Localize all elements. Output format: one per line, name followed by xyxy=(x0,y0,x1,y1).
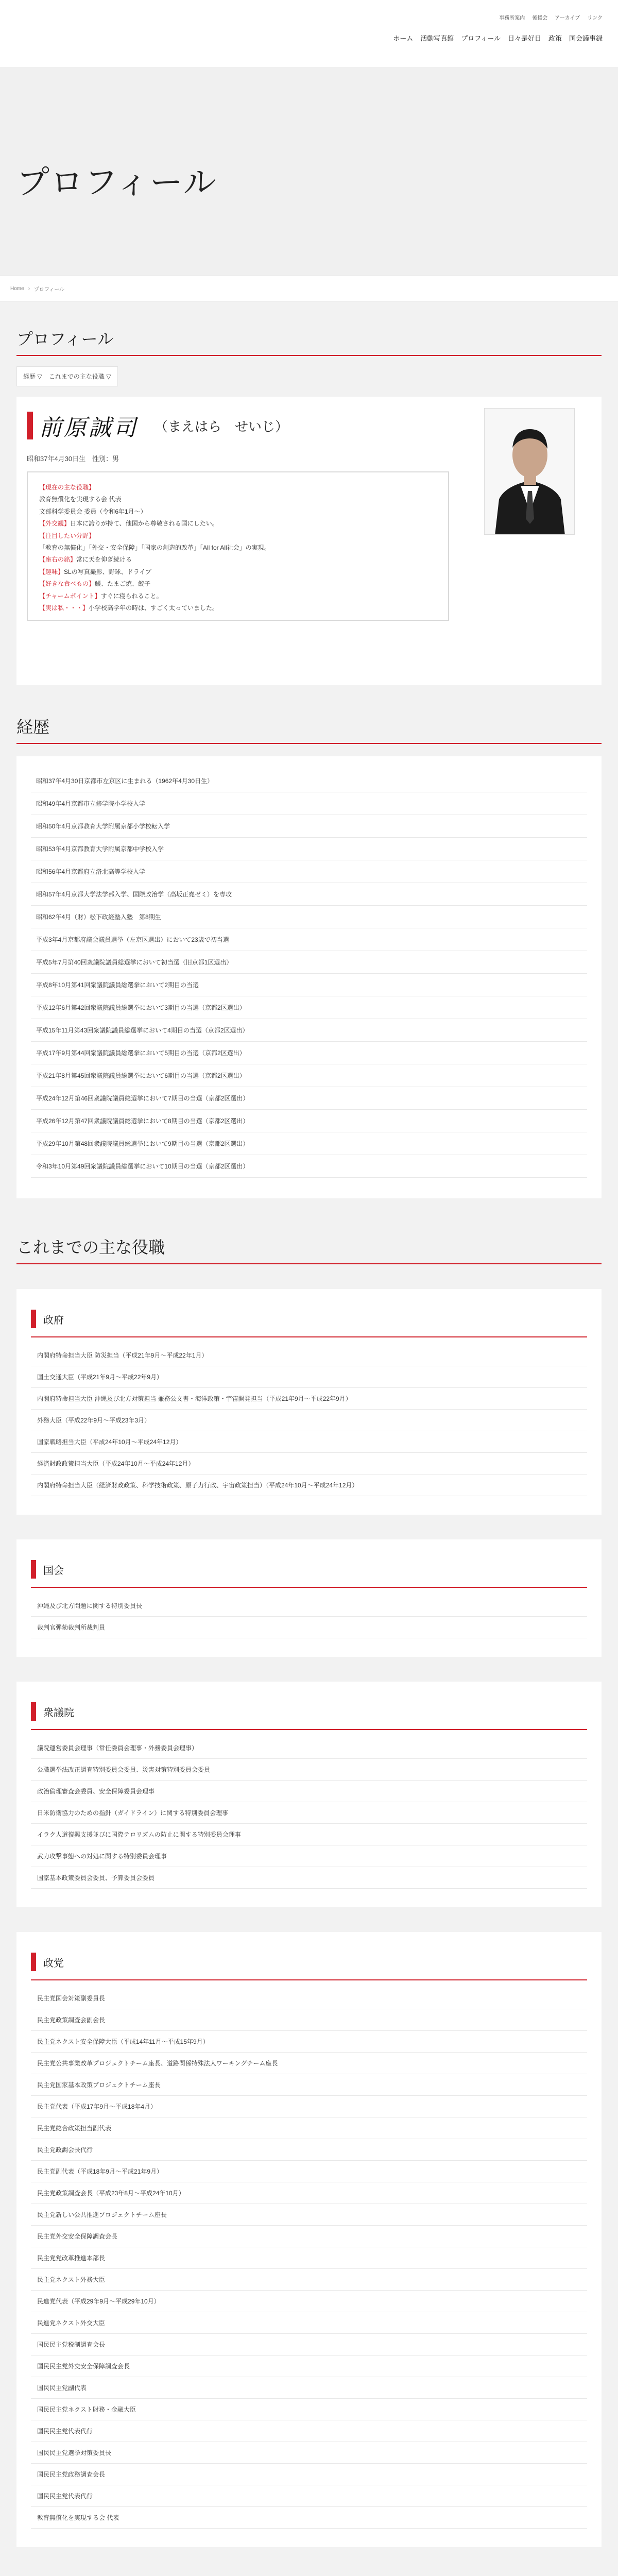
breadcrumb-separator: › xyxy=(28,285,30,292)
career-section-title: 経歴 xyxy=(16,718,50,736)
career-item: 平成26年12月第47回衆議院議員総選挙において8期目の当選（京都2区選出） xyxy=(31,1110,587,1132)
role-item: 民主党国会対策副委員長 xyxy=(31,1988,587,2009)
role-item: 内閣府特命担当大臣 沖縄及び北方対策担当 兼務公文書・海洋政策・宇宙開発担当（平成21年9月〜平成22年9月） xyxy=(31,1388,587,1410)
roles-container xyxy=(16,1289,602,2547)
role-group-header xyxy=(31,1702,587,1730)
role-item: 民主党総合政策担当副代表 xyxy=(31,2117,587,2139)
nav-diary[interactable]: 日々是好日 xyxy=(507,35,541,42)
profile-info-label: 【座右の銘】 xyxy=(39,556,77,564)
role-item: 国民民主党外交安全保障調査会長 xyxy=(31,2355,587,2377)
career-item: 令和3年10月第49回衆議院議員総選挙において10期目の当選（京都2区選出） xyxy=(31,1155,587,1178)
nav-policy[interactable]: 政策 xyxy=(548,35,562,42)
profile-info-text: 教育無償化を実現する会 代表 xyxy=(39,496,122,503)
role-group-header xyxy=(31,1560,587,1588)
career-item: 昭和62年4月（財）松下政経塾入塾 第8期生 xyxy=(31,906,587,928)
nav-home[interactable]: ホーム xyxy=(393,35,414,42)
role-item: 沖縄及び北方問題に関する特別委員長 xyxy=(31,1595,587,1617)
utility-link-office[interactable]: 事務所案内 xyxy=(499,15,525,21)
main-nav xyxy=(393,33,603,43)
role-item: 武力攻撃事態への対処に関する特別委員会理事 xyxy=(31,1845,587,1867)
breadcrumb-current: プロフィール xyxy=(34,286,65,293)
role-item: 国民民主党選挙対策委員長 xyxy=(31,2442,587,2464)
roles-section-header xyxy=(16,1198,602,1264)
nav-profile[interactable]: プロフィール xyxy=(461,35,501,42)
role-item: 民主党公共事業改革プロジェクトチーム座長、道路関係特殊法人ワーキングチーム座長 xyxy=(31,2053,587,2074)
role-item: イラク人道復興支援並びに国際テロリズムの防止に関する特別委員会理事 xyxy=(31,1824,587,1845)
profile-section-title: プロフィール xyxy=(16,330,114,348)
portrait-photo xyxy=(484,408,575,535)
name-signature: 前原誠司 xyxy=(39,415,138,441)
profile-anchor-links xyxy=(16,366,118,386)
career-item: 昭和53年4月京都教育大学附属京都中学校入学 xyxy=(31,838,587,860)
nav-activity-photos[interactable]: 活動写真館 xyxy=(420,35,454,42)
roles-section-title: これまでの主な役職 xyxy=(16,1238,165,1257)
birth-info: 昭和37年4月30日生 性別：男 xyxy=(27,455,119,463)
role-item: 経済財政政策担当大臣（平成24年10月〜平成24年12月） xyxy=(31,1453,587,1475)
profile-info-text: SLの写真撮影、野球、ドライブ xyxy=(64,568,151,575)
profile-info-text: 文部科学委員会 委員（令和6年1月〜） xyxy=(39,507,147,515)
role-item: 裁判官弾劾裁判所裁判員 xyxy=(31,1617,587,1638)
utility-link-links[interactable]: リンク xyxy=(587,15,603,21)
career-item: 平成21年8月第45回衆議院議員総選挙において6期目の当選（京都2区選出） xyxy=(31,1064,587,1087)
role-item: 公職選挙法改正調査特別委員会委員、災害対策特別委員会委員 xyxy=(31,1759,587,1781)
role-group-header xyxy=(31,1310,587,1337)
role-group-card xyxy=(16,1932,602,2547)
profile-card xyxy=(16,397,602,685)
profile-info-line xyxy=(39,578,437,590)
accent-bar xyxy=(31,1953,36,1971)
profile-info-box xyxy=(27,471,449,621)
role-item: 日米防衛協力のための指針（ガイドライン）に関する特別委員会理事 xyxy=(31,1802,587,1824)
role-group-title: 政党 xyxy=(43,1957,64,1969)
accent-bar xyxy=(31,1702,36,1721)
role-item: 国民民主党代表代行 xyxy=(31,2485,587,2507)
role-item: 政治倫理審査会委員、安全保障委員会理事 xyxy=(31,1781,587,1802)
career-item: 平成3年4月京都府議会議員選挙（左京区選出）において23歳で初当選 xyxy=(31,928,587,951)
role-item: 内閣府特命担当大臣 防災担当（平成21年9月〜平成22年1月） xyxy=(31,1345,587,1366)
role-item: 国民民主党副代表 xyxy=(31,2377,587,2399)
profile-info-text: 常に天を仰ぎ続ける xyxy=(76,556,132,564)
role-group-title: 衆議院 xyxy=(43,1707,74,1719)
career-list xyxy=(16,756,602,1198)
profile-info-line xyxy=(39,602,437,614)
profile-info-label: 【趣味】 xyxy=(39,568,64,575)
career-item: 昭和37年4月30日京都市左京区に生まれる（1962年4月30日生） xyxy=(31,770,587,792)
profile-info-line xyxy=(39,482,437,494)
career-item: 昭和50年4月京都教育大学附属京都小学校転入学 xyxy=(31,815,587,838)
role-group-card xyxy=(16,1289,602,1515)
career-item: 平成24年12月第46回衆議院議員総選挙において7期目の当選（京都2区選出） xyxy=(31,1087,587,1110)
profile-info-line xyxy=(39,530,437,542)
role-item: 民進党ネクスト外交大臣 xyxy=(31,2312,587,2334)
profile-info-text: 鰻、たまご焼、餃子 xyxy=(95,580,151,588)
accent-bar xyxy=(31,1560,36,1579)
profile-info-label: 【好きな食べもの】 xyxy=(39,580,95,588)
nav-diet-records[interactable]: 国会議事録 xyxy=(569,35,603,42)
career-item: 平成15年11月第43回衆議院議員総選挙において4期目の当選（京都2区選出） xyxy=(31,1019,587,1042)
role-item: 教育無償化を実現する会 代表 xyxy=(31,2507,587,2529)
hero xyxy=(0,67,618,276)
career-item: 平成29年10月第48回衆議院議員総選挙において9期目の当選（京都2区選出） xyxy=(31,1132,587,1155)
profile-info-line xyxy=(39,590,437,602)
career-item: 平成5年7月第40回衆議院議員総選挙において初当選（旧京都1区選出） xyxy=(31,951,587,974)
person-silhouette-icon xyxy=(485,409,575,535)
breadcrumb xyxy=(0,276,618,301)
role-item: 民主党政調会長代行 xyxy=(31,2139,587,2161)
profile-info-line xyxy=(39,554,437,566)
role-item: 民主党副代表（平成18年9月〜平成21年9月） xyxy=(31,2161,587,2182)
profile-info-label: 【現在の主な役職】 xyxy=(39,484,95,491)
role-item: 国民民主党ネクスト財務・金融大臣 xyxy=(31,2399,587,2420)
profile-info-line xyxy=(39,518,437,530)
role-item: 民主党政策調査会長（平成23年8月〜平成24年10月） xyxy=(31,2182,587,2204)
career-section-header xyxy=(16,685,602,744)
profile-info-line xyxy=(39,494,437,505)
role-item: 民主党外交安全保障調査会長 xyxy=(31,2226,587,2247)
main-content xyxy=(0,301,618,2576)
profile-info-text: 「教育の無償化」「外交・安全保障」「国家の創造的改革」「All for All社会」の実現。 xyxy=(39,544,270,551)
accent-bar xyxy=(31,1310,36,1328)
role-item: 民主党党改革推進本部長 xyxy=(31,2247,587,2269)
role-group-card xyxy=(16,1539,602,1657)
profile-info-line xyxy=(39,506,437,518)
career-item: 昭和56年4月京都府立洛北高等学校入学 xyxy=(31,860,587,883)
profile-info-text: すぐに寝られること。 xyxy=(100,592,163,600)
site-header xyxy=(0,0,618,67)
profile-info-label: 【チャームポイント】 xyxy=(39,592,101,600)
career-item: 昭和57年4月京都大学法学部入学、国際政治学（高坂正堯ゼミ）を専攻 xyxy=(31,883,587,906)
career-item: 平成8年10月第41回衆議院議員総選挙において2期目の当選 xyxy=(31,974,587,996)
name-reading: （まえはら せいじ） xyxy=(154,418,289,434)
profile-info-line xyxy=(39,542,437,554)
role-group-header xyxy=(31,1953,587,1980)
profile-info-label: 【実は私・・・】 xyxy=(39,604,89,612)
profile-info-line xyxy=(39,566,437,578)
page-title: プロフィール xyxy=(16,164,217,201)
profile-info-label: 【注目したい分野】 xyxy=(39,532,95,539)
career-item: 昭和49年4月京都市立修学院小学校入学 xyxy=(31,792,587,815)
role-group-title: 国会 xyxy=(43,1565,64,1577)
role-item: 国民民主党税制調査会長 xyxy=(31,2334,587,2355)
role-item: 民進党代表（平成29年9月〜平成29年10月） xyxy=(31,2291,587,2312)
role-item: 外務大臣（平成22年9月〜平成23年3月） xyxy=(31,1410,587,1431)
utility-link-support[interactable]: 後援会 xyxy=(532,15,548,21)
role-item: 民主党代表（平成17年9月〜平成18年4月） xyxy=(31,2096,587,2117)
breadcrumb-home[interactable]: Home xyxy=(10,285,24,292)
role-item: 国民民主党代表代行 xyxy=(31,2420,587,2442)
role-item: 内閣府特命担当大臣（経済財政政策、科学技術政策、原子力行政、宇宙政策担当）（平成24年10月〜平成24年12月） xyxy=(31,1475,587,1496)
accent-bar xyxy=(27,412,33,439)
role-item: 国土交通大臣（平成21年9月〜平成22年9月） xyxy=(31,1366,587,1388)
role-item: 民主党政策調査会副会長 xyxy=(31,2009,587,2031)
role-item: 民主党国家基本政策プロジェクトチーム座長 xyxy=(31,2074,587,2096)
role-item: 国家戦略担当大臣（平成24年10月〜平成24年12月） xyxy=(31,1431,587,1453)
role-item: 国民民主党政務調査会長 xyxy=(31,2464,587,2485)
role-item: 議院運営委員会理事（常任委員会理事・外務委員会理事） xyxy=(31,1737,587,1759)
profile-info-text: 日本に誇りが持て、他国から尊敬される国にしたい。 xyxy=(70,520,218,528)
role-group-title: 政府 xyxy=(43,1314,64,1326)
career-item: 平成17年9月第44回衆議院議員総選挙において5期目の当選（京都2区選出） xyxy=(31,1042,587,1064)
profile-info-label: 【外交観】 xyxy=(39,520,71,528)
role-item: 民主党新しい公共推進プロジェクトチーム座長 xyxy=(31,2204,587,2226)
utility-nav xyxy=(499,13,603,21)
role-item: 民主党ネクスト安全保障大臣（平成14年11月〜平成15年9月） xyxy=(31,2031,587,2053)
profile-info-text: 小学校高学年の時は、すごく太っていました。 xyxy=(89,604,219,612)
anchor-career[interactable]: 経歴 ▽ xyxy=(23,373,42,380)
role-item: 民主党ネクスト外務大臣 xyxy=(31,2269,587,2291)
role-group-card xyxy=(16,1682,602,1907)
profile-section-header xyxy=(16,301,602,356)
career-item: 平成12年6月第42回衆議院議員総選挙において3期目の当選（京都2区選出） xyxy=(31,996,587,1019)
utility-link-archive[interactable]: アーカイブ xyxy=(555,15,580,21)
anchor-roles[interactable]: これまでの主な役職 ▽ xyxy=(48,373,111,380)
role-item: 国家基本政策委員会委員、予算委員会委員 xyxy=(31,1867,587,1889)
